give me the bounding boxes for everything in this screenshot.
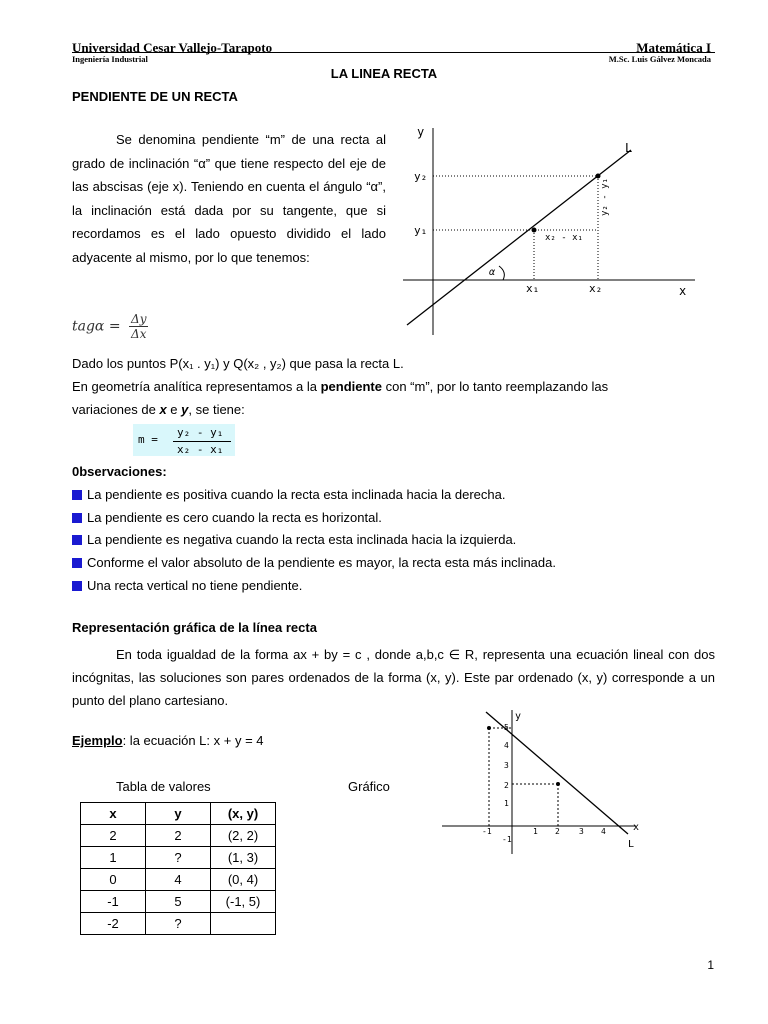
table-header-row [81,803,276,825]
graph-point-neg1-5 [487,726,491,730]
header-rule [72,52,715,53]
diagram-label-dx: x₂ - x₁ [545,233,583,243]
diagram-label-y2: y₂ [414,170,428,183]
variations-mid: e [166,402,182,417]
header-school: Ingeniería Industrial [72,54,148,64]
diagram-label-x1: x₁ [526,282,540,295]
tangent-formula-lhs: tagα = [72,318,121,335]
slope-formula-denominator: x₂ - x₁ [177,443,224,456]
geometry-line [72,379,715,394]
page-number: 1 [707,958,714,972]
section-heading-representacion: Representación gráfica de la línea recta [72,620,317,635]
slope-formula-numerator: y₂ - y₁ [177,426,224,439]
table-cell: -1 [81,891,146,913]
pendiente-paragraph [72,128,386,269]
header-institution: Universidad Cesar Vallejo-Tarapoto [72,40,273,55]
bullet-square-icon [72,535,82,545]
diagram-angle-arc [499,266,504,280]
graph-tick-y: 2 [504,781,509,790]
graph-point-2-2 [556,782,560,786]
tangent-formula-num: Δy [131,312,147,326]
representacion-paragraph-text: En toda igualdad de la forma ax + by = c , donde a,b,c ∈ R, representa una ecuación lineal con dos incógnitas, las soluciones son pares ordenados de la forma (x, y). Este par ordenado (x, y) corresponde a un punto del plano cartesiano. [72,647,715,708]
section-heading-pendiente: PENDIENTE DE UN RECTA [72,89,238,104]
table-cell: 5 [146,891,211,913]
graph-caption: Gráfico [348,779,390,794]
table-header-cell: y [146,803,211,825]
header-author: M.Sc. Luis Gálvez Moncada [608,54,711,64]
table-cell: 2 [146,825,211,847]
observation-text: Una recta vertical no tiene pendiente. [87,578,303,593]
table-cell [211,913,276,935]
table-cell: (-1, 5) [211,891,276,913]
example-line [72,733,264,748]
diagram-label-dy: y₂ - y₁ [600,178,610,216]
table-cell: ? [146,847,211,869]
observation-item [72,578,302,593]
tangent-formula-den: Δx [131,327,147,341]
variations-line [72,402,245,417]
geometry-bold: pendiente [320,379,382,394]
table-cell: (1, 3) [211,847,276,869]
graph-label-x: x [633,822,640,833]
graph-tick-x: 2 [555,827,560,836]
observation-item [72,487,505,502]
table-cell: (2, 2) [211,825,276,847]
table-cell: ? [146,913,211,935]
diagram-label-alpha: α [489,267,496,278]
bullet-square-icon [72,558,82,568]
graph-label-l: L [628,839,635,850]
observation-item [72,510,382,525]
diagram-point-q [596,174,601,179]
graph-tick-y: 5 [504,723,509,732]
observations-title: 0bservaciones: [72,464,167,479]
example-label: Ejemplo [72,733,123,748]
observation-text: Conforme el valor absoluto de la pendiente es mayor, la recta esta más inclinada. [87,555,556,570]
table-cell: 1 [81,847,146,869]
bullet-square-icon [72,490,82,500]
points-line: Dado los puntos P(x₁ . y₁) y Q(x₂ , y₂) que pasa la recta L. [72,356,404,371]
diagram-point-p [532,228,537,233]
slope-formula-box [133,424,235,456]
variations-post: , se tiene: [188,402,245,417]
header-course: Matemática I [636,40,711,55]
page-title: LA LINEA RECTA [330,66,438,81]
slope-formula-bar [173,441,231,442]
pendiente-paragraph-text: Se denomina pendiente “m” de una recta al grado de inclinación “α” que tiene respecto del eje de las abscisas (eje x). Teniendo en cuenta el ángulo “α”, la inclinación está dada por su tangente, que si recordamos es el lado opuesto dividido el lado adyacente al mismo, por lo que tenemos: [72,132,386,265]
table-cell: 0 [81,869,146,891]
graph-tick-x: 4 [601,827,606,836]
graph-tick-y: 1 [504,799,509,808]
graph-tick-x: 1 [533,827,538,836]
slope-diagram [395,120,715,340]
graph-tick-x: 3 [579,827,584,836]
example-graph [436,706,651,856]
values-table [80,802,276,935]
slope-formula-m: m = [138,433,158,446]
observation-text: La pendiente es cero cuando la recta es horizontal. [87,510,382,525]
table-row [81,825,276,847]
diagram-label-l: L [625,141,633,155]
representacion-paragraph [72,643,715,712]
example-text: : la ecuación L: x + y = 4 [122,733,264,748]
diagram-label-x2: x₂ [589,282,603,295]
graph-label-y: y [515,711,522,722]
tangent-formula-fraction [129,312,148,341]
tangent-formula [72,312,148,341]
table-row [81,891,276,913]
table-header-cell: x [81,803,146,825]
table-row [81,913,276,935]
bullet-square-icon [72,581,82,591]
table-cell: 4 [146,869,211,891]
table-cell: -2 [81,913,146,935]
graph-tick-y: -1 [502,835,512,844]
diagram-label-y1: y₁ [414,224,428,237]
variations-x: x [159,402,167,417]
diagram-label-y: y [417,125,425,139]
observation-text: La pendiente es negativa cuando la recta esta inclinada hacia la izquierda. [87,532,517,547]
table-header-cell: (x, y) [211,803,276,825]
bullet-square-icon [72,513,82,523]
geometry-post: con “m”, por lo tanto reemplazando las [382,379,609,394]
graph-tick-y: 4 [504,741,509,750]
observation-item [72,555,556,570]
diagram-label-x: x [679,284,687,298]
table-cell: 2 [81,825,146,847]
variations-y: y [181,402,189,417]
graph-tick-y: 3 [504,761,509,770]
graph-tick-x: -1 [482,827,492,836]
table-caption: Tabla de valores [116,779,211,794]
table-cell: (0, 4) [211,869,276,891]
table-row [81,847,276,869]
table-row [81,869,276,891]
geometry-pre: En geometría analítica representamos a la [72,379,321,394]
variations-pre: variaciones de [72,402,160,417]
observation-text: La pendiente es positiva cuando la recta esta inclinada hacia la derecha. [87,487,506,502]
observation-item [72,532,516,547]
